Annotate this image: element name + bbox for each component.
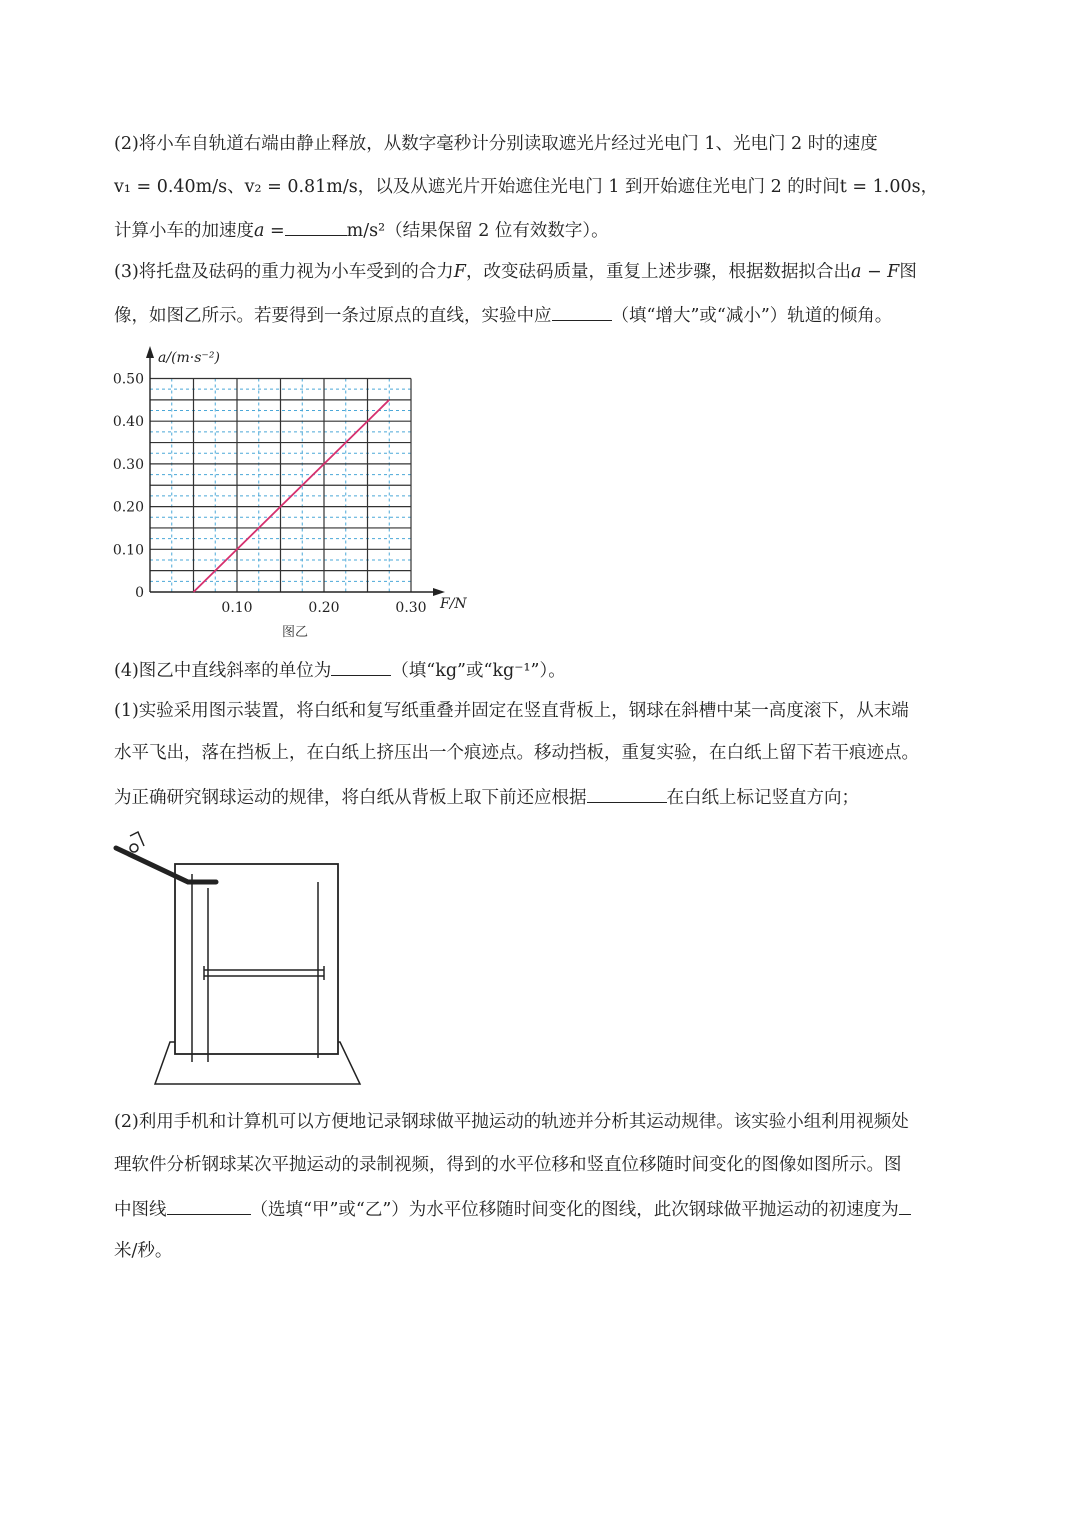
answer-blank-acceleration[interactable] — [285, 217, 347, 236]
major-grid — [150, 379, 411, 593]
graph-a-vs-F — [100, 340, 480, 640]
y-axis-label: a/(m·s⁻²) — [158, 350, 220, 366]
q2-line-3: 计算小车的加速度a = m/s²（结果保留 2 位有效数字）。 — [114, 217, 609, 243]
p2-line-2: 理软件分析钢球某次平抛运动的录制视频，得到的水平位移和竖直位移随时间变化的图像如图所示。图 — [114, 1155, 902, 1175]
answer-blank-slope-unit[interactable] — [331, 657, 391, 676]
x-tick-label: 0.30 — [395, 600, 427, 616]
y-axis-arrow — [146, 346, 154, 358]
x-axis-arrow — [433, 588, 445, 596]
y-tick-label: 0.10 — [112, 542, 144, 559]
p2-line-1: (2)利用手机和计算机可以方便地记录钢球做平抛运动的轨迹并分析其运动规律。该实验小组利用视频处 — [114, 1112, 909, 1132]
y-tick-label: 0.40 — [112, 414, 144, 431]
y-tick-label: 0.30 — [112, 456, 144, 473]
answer-blank-vertical[interactable] — [587, 784, 667, 803]
time-value: t = 1.00s — [839, 177, 921, 197]
y-tick-label: 0.20 — [112, 499, 144, 516]
back-board — [175, 864, 338, 1054]
answer-blank-initial-velocity[interactable] — [899, 1196, 911, 1215]
x-axis-label: F/N — [440, 596, 467, 612]
p1-line-3: 为正确研究钢球运动的规律，将白纸从背板上取下前还应根据 在白纸上标记竖直方向； — [114, 784, 859, 810]
q2-line-1: (2)将小车自轨道右端由静止释放，从数字毫秒计分别读取遮光片经过光电门 1、光电门 2 时的速度 — [114, 134, 878, 154]
p2-line-3: 中图线 （选填“甲”或“乙”）为水平位移随时间变化的图线，此次钢球做平抛运动的初速度为 — [114, 1196, 911, 1222]
q3-line-1: (3)将托盘及砝码的重力视为小车受到的合力F，改变砝码质量，重复上述步骤，根据数据拟合出a − F图 — [114, 262, 917, 282]
figure-caption: 图乙 — [282, 625, 309, 640]
axes — [146, 346, 445, 596]
steel-ball — [130, 844, 138, 852]
projectile-apparatus-diagram — [110, 830, 370, 1090]
q2-line-2: v₁ = 0.40m/s、v₂ = 0.81m/s，以及从遮光片开始遮住光电门 1 到开始遮住光电门 2 的时间t = 1.00s， — [114, 177, 939, 197]
y-tick-label: 0 — [135, 585, 144, 601]
answer-blank-incline[interactable] — [552, 302, 612, 321]
q3-line-2: 像，如图乙所示。若要得到一条过原点的直线，实验中应 （填“增大”或“减小”）轨道的倾角。 — [114, 302, 892, 328]
p2-line-4: 米/秒。 — [114, 1241, 173, 1261]
x-tick-label: 0.20 — [308, 600, 340, 616]
p1-line-1: (1)实验采用图示装置，将白纸和复写纸重叠并固定在竖直背板上，钢球在斜槽中某一高度滚下，从末端 — [114, 701, 909, 721]
answer-blank-graph-choice[interactable] — [167, 1196, 251, 1215]
q4-line-1: (4)图乙中直线斜率的单位为 （填“kg”或“kg⁻¹”）。 — [114, 657, 566, 683]
velocity-values: v₁ = 0.40m/s、v₂ = 0.81m/s — [114, 177, 358, 197]
p1-line-2: 水平飞出，落在挡板上，在白纸上挤压出一个痕迹点。移动挡板，重复实验，在白纸上留下若干痕迹点。 — [114, 743, 919, 763]
x-tick-label: 0.10 — [221, 600, 253, 616]
y-tick-label: 0.50 — [112, 371, 144, 388]
